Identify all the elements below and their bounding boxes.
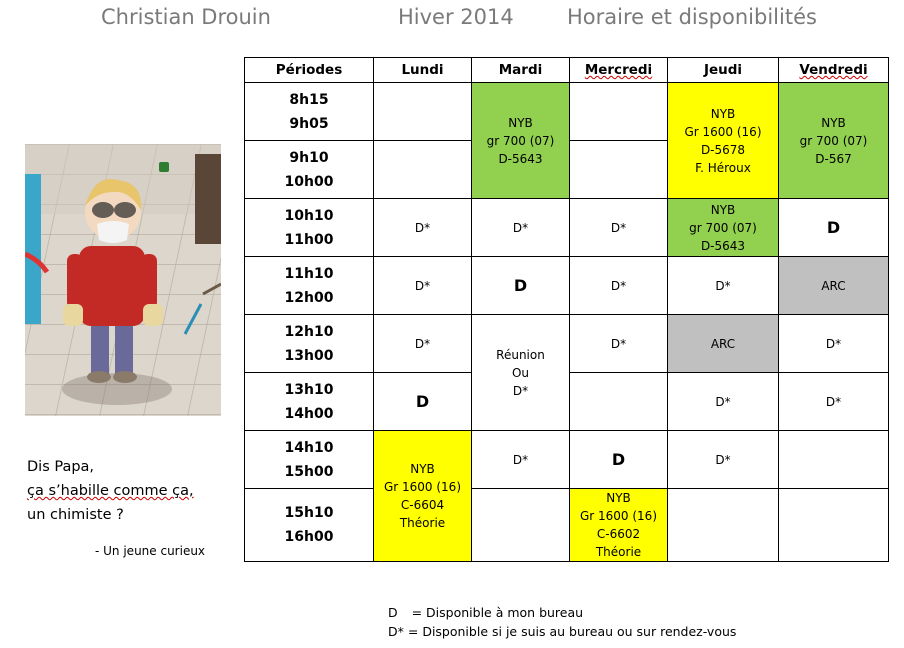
schedule-row	[245, 431, 889, 489]
schedule-row	[245, 257, 889, 315]
course-code: NYB	[508, 115, 533, 130]
course-group: Gr 1600 (16)	[579, 509, 658, 523]
course-type: Théorie	[399, 516, 446, 530]
period-start: 9h10	[289, 149, 329, 166]
col-header-vendredi-text: Vendredi	[799, 62, 868, 78]
course-room: D-5643	[700, 238, 746, 253]
course-code: NYB	[710, 106, 736, 121]
availability-d: D	[472, 257, 570, 315]
col-header-mercredi-text: Mercredi	[584, 62, 653, 78]
teacher-name: Christian Drouin	[101, 5, 271, 29]
period-end: 11h00	[284, 231, 334, 248]
period-cell	[245, 431, 374, 489]
col-header-vendredi	[779, 58, 889, 83]
availability-dstar: D*	[570, 199, 668, 257]
legend-dstar-key: D*	[388, 624, 404, 639]
availability-dstar: D*	[779, 315, 889, 373]
quote-line-2-text: ça s’habille comme ça,	[27, 483, 194, 499]
legend-dstar-text: = Disponible si je suis au bureau ou sur rendez-vous	[407, 624, 737, 639]
availability-dstar: D*	[472, 431, 570, 489]
availability-dstar: D*	[472, 199, 570, 257]
meeting-label: Réunion	[496, 347, 545, 362]
course-group: gr 700 (07)	[689, 220, 757, 235]
course-code: NYB	[410, 462, 435, 476]
period-start: 8h15	[289, 91, 329, 108]
availability-d: D	[779, 199, 889, 257]
schedule-row	[245, 315, 889, 373]
course-block	[668, 83, 779, 199]
period-cell	[245, 83, 374, 141]
course-type: Théorie	[595, 545, 642, 559]
availability-dstar: D*	[374, 199, 472, 257]
period-cell	[245, 199, 374, 257]
empty-slot	[779, 431, 889, 489]
col-header-periodes: Périodes	[245, 58, 374, 83]
course-code: NYB	[710, 202, 736, 217]
empty-slot	[570, 83, 668, 141]
course-group: Gr 1600 (16)	[383, 480, 462, 494]
period-cell	[245, 373, 374, 431]
season-label: Hiver 2014	[398, 5, 514, 29]
period-cell	[245, 141, 374, 199]
availability-dstar: D*	[570, 315, 668, 373]
course-block	[570, 489, 668, 562]
document-title: Horaire et disponibilités	[567, 5, 817, 29]
legend-d	[388, 605, 583, 620]
period-start: 10h10	[284, 207, 334, 224]
course-room: D-5678	[700, 142, 746, 157]
course-room: D-567	[815, 151, 852, 166]
period-start: 13h10	[284, 381, 334, 398]
col-header-jeudi: Jeudi	[668, 58, 779, 83]
quote-line-3: un chimiste ?	[27, 507, 124, 523]
quote-credit: - Un jeune curieux	[95, 544, 206, 558]
course-block	[779, 83, 889, 199]
availability-dstar: D*	[668, 257, 779, 315]
period-end: 10h00	[284, 173, 334, 190]
legend-d-key: D	[388, 605, 398, 620]
empty-slot	[570, 141, 668, 199]
course-room: D-5643	[498, 151, 543, 166]
period-start: 12h10	[284, 323, 334, 340]
availability-dstar: D*	[374, 257, 472, 315]
course-room: C-6604	[400, 498, 445, 512]
period-end: 12h00	[284, 289, 334, 306]
empty-slot	[374, 141, 472, 199]
period-cell	[245, 315, 374, 373]
legend-dstar	[388, 624, 736, 639]
child-photo	[25, 144, 221, 416]
course-group: Gr 1600 (16)	[684, 124, 762, 139]
quote-line-1: Dis Papa,	[27, 459, 95, 475]
course-code: NYB	[821, 115, 846, 130]
col-header-mardi: Mardi	[472, 58, 570, 83]
col-header-mercredi	[570, 58, 668, 83]
meeting-or: Ou	[511, 365, 530, 380]
availability-dstar: D*	[570, 257, 668, 315]
quote-line-2	[27, 479, 194, 503]
arc-block: ARC	[779, 257, 889, 315]
period-cell	[245, 489, 374, 562]
empty-slot	[570, 373, 668, 431]
meeting-alt: D*	[512, 383, 529, 398]
schedule-table	[244, 57, 889, 562]
course-group: gr 700 (07)	[486, 133, 555, 148]
empty-slot	[668, 489, 779, 562]
course-block	[472, 83, 570, 199]
course-teacher: F. Héroux	[695, 160, 751, 175]
course-code: NYB	[606, 491, 631, 505]
availability-dstar: D*	[779, 373, 889, 431]
period-end: 13h00	[284, 347, 334, 364]
period-end: 14h00	[284, 405, 334, 422]
course-block	[374, 431, 472, 562]
schedule-row	[245, 489, 889, 562]
period-start: 14h10	[284, 439, 334, 456]
schedule-row	[245, 199, 889, 257]
period-start: 15h10	[284, 505, 334, 521]
period-end: 15h00	[284, 463, 334, 480]
course-group: gr 700 (07)	[799, 133, 868, 148]
availability-dstar: D*	[668, 373, 779, 431]
schedule-header-row	[245, 58, 889, 83]
period-cell	[245, 257, 374, 315]
col-header-lundi: Lundi	[374, 58, 472, 83]
availability-dstar: D*	[668, 431, 779, 489]
period-start: 11h10	[284, 265, 334, 282]
availability-d: D	[374, 373, 472, 431]
schedule-row	[245, 83, 889, 141]
period-end: 16h00	[284, 529, 334, 545]
empty-slot	[472, 489, 570, 562]
legend-d-text: = Disponible à mon bureau	[411, 605, 584, 620]
period-end: 9h05	[289, 115, 329, 132]
empty-slot	[779, 489, 889, 562]
availability-d: D	[570, 431, 668, 489]
course-room: C-6602	[596, 527, 641, 541]
empty-slot	[374, 83, 472, 141]
availability-dstar: D*	[374, 315, 472, 373]
course-block	[668, 199, 779, 257]
meeting-block	[472, 315, 570, 431]
arc-block: ARC	[668, 315, 779, 373]
